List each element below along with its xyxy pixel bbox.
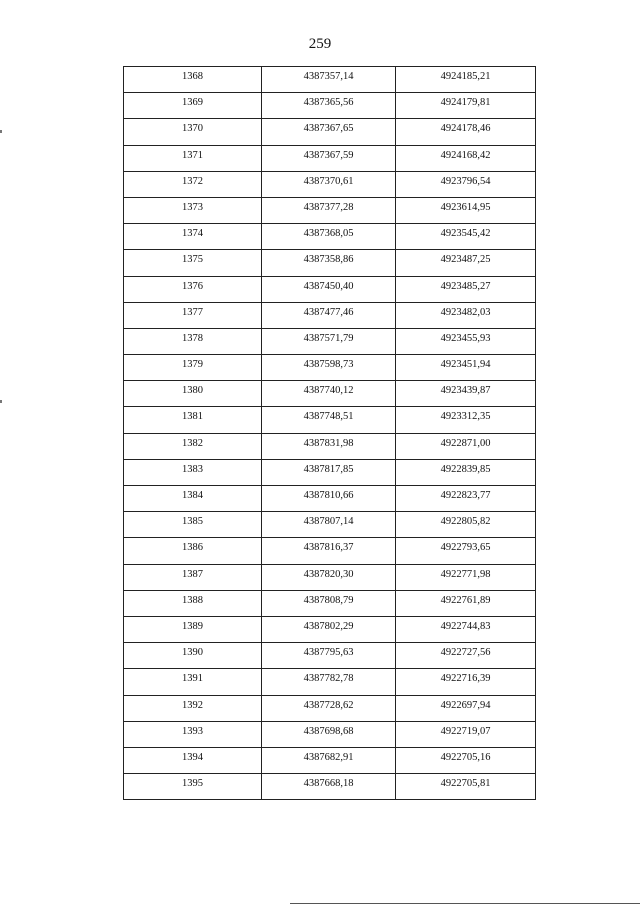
point-number-cell: 1373 <box>124 197 262 223</box>
x-coordinate-cell: 4387740,12 <box>262 381 396 407</box>
table-row <box>124 564 536 590</box>
x-coordinate-cell: 4387728,62 <box>262 695 396 721</box>
y-coordinate-cell: 4922839,85 <box>396 459 536 485</box>
table-row <box>124 486 536 512</box>
table-row <box>124 197 536 223</box>
y-coordinate-cell: 4924185,21 <box>396 67 536 93</box>
y-coordinate-cell: 4922716,39 <box>396 669 536 695</box>
x-coordinate-cell: 4387817,85 <box>262 459 396 485</box>
point-number-cell: 1390 <box>124 643 262 669</box>
point-number-cell: 1395 <box>124 774 262 800</box>
table-row <box>124 250 536 276</box>
table-row <box>124 695 536 721</box>
y-coordinate-cell: 4922871,00 <box>396 433 536 459</box>
point-number-cell: 1382 <box>124 433 262 459</box>
x-coordinate-cell: 4387477,46 <box>262 302 396 328</box>
table-row <box>124 747 536 773</box>
y-coordinate-cell: 4922771,98 <box>396 564 536 590</box>
y-coordinate-cell: 4923482,03 <box>396 302 536 328</box>
point-number-cell: 1381 <box>124 407 262 433</box>
point-number-cell: 1393 <box>124 721 262 747</box>
x-coordinate-cell: 4387370,61 <box>262 171 396 197</box>
y-coordinate-cell: 4922744,83 <box>396 616 536 642</box>
point-number-cell: 1368 <box>124 67 262 93</box>
x-coordinate-cell: 4387365,56 <box>262 93 396 119</box>
point-number-cell: 1369 <box>124 93 262 119</box>
scan-edge-mark <box>0 400 2 403</box>
y-coordinate-cell: 4923439,87 <box>396 381 536 407</box>
table-row <box>124 171 536 197</box>
x-coordinate-cell: 4387831,98 <box>262 433 396 459</box>
table-row <box>124 774 536 800</box>
y-coordinate-cell: 4922793,65 <box>396 538 536 564</box>
table-row <box>124 669 536 695</box>
y-coordinate-cell: 4923487,25 <box>396 250 536 276</box>
table-row <box>124 616 536 642</box>
y-coordinate-cell: 4923796,54 <box>396 171 536 197</box>
table-row <box>124 93 536 119</box>
x-coordinate-cell: 4387450,40 <box>262 276 396 302</box>
table-row <box>124 643 536 669</box>
page-number: 259 <box>308 36 332 52</box>
point-number-cell: 1383 <box>124 459 262 485</box>
y-coordinate-cell: 4922705,16 <box>396 747 536 773</box>
x-coordinate-cell: 4387367,59 <box>262 145 396 171</box>
x-coordinate-cell: 4387571,79 <box>262 328 396 354</box>
point-number-cell: 1378 <box>124 328 262 354</box>
table-row <box>124 590 536 616</box>
x-coordinate-cell: 4387368,05 <box>262 224 396 250</box>
x-coordinate-cell: 4387357,14 <box>262 67 396 93</box>
table-row <box>124 67 536 93</box>
table-row <box>124 145 536 171</box>
point-number-cell: 1387 <box>124 564 262 590</box>
table-row <box>124 302 536 328</box>
y-coordinate-cell: 4924179,81 <box>396 93 536 119</box>
point-number-cell: 1371 <box>124 145 262 171</box>
point-number-cell: 1370 <box>124 119 262 145</box>
x-coordinate-cell: 4387598,73 <box>262 355 396 381</box>
point-number-cell: 1385 <box>124 512 262 538</box>
x-coordinate-cell: 4387795,63 <box>262 643 396 669</box>
table-row <box>124 119 536 145</box>
table-row <box>124 459 536 485</box>
y-coordinate-cell: 4922761,89 <box>396 590 536 616</box>
x-coordinate-cell: 4387802,29 <box>262 616 396 642</box>
point-number-cell: 1384 <box>124 486 262 512</box>
table-row <box>124 512 536 538</box>
y-coordinate-cell: 4922719,07 <box>396 721 536 747</box>
point-number-cell: 1386 <box>124 538 262 564</box>
x-coordinate-cell: 4387682,91 <box>262 747 396 773</box>
x-coordinate-cell: 4387358,86 <box>262 250 396 276</box>
x-coordinate-cell: 4387810,66 <box>262 486 396 512</box>
x-coordinate-cell: 4387698,68 <box>262 721 396 747</box>
y-coordinate-cell: 4923451,94 <box>396 355 536 381</box>
table-row <box>124 407 536 433</box>
y-coordinate-cell: 4922823,77 <box>396 486 536 512</box>
point-number-cell: 1389 <box>124 616 262 642</box>
coordinates-table <box>123 66 536 800</box>
x-coordinate-cell: 4387816,37 <box>262 538 396 564</box>
table-body <box>124 67 536 800</box>
point-number-cell: 1374 <box>124 224 262 250</box>
x-coordinate-cell: 4387377,28 <box>262 197 396 223</box>
y-coordinate-cell: 4924168,42 <box>396 145 536 171</box>
table-row <box>124 328 536 354</box>
x-coordinate-cell: 4387367,65 <box>262 119 396 145</box>
point-number-cell: 1391 <box>124 669 262 695</box>
x-coordinate-cell: 4387748,51 <box>262 407 396 433</box>
point-number-cell: 1377 <box>124 302 262 328</box>
table-row <box>124 721 536 747</box>
table-row <box>124 433 536 459</box>
y-coordinate-cell: 4922705,81 <box>396 774 536 800</box>
x-coordinate-cell: 4387668,18 <box>262 774 396 800</box>
table-row <box>124 224 536 250</box>
point-number-cell: 1380 <box>124 381 262 407</box>
y-coordinate-cell: 4923614,95 <box>396 197 536 223</box>
x-coordinate-cell: 4387820,30 <box>262 564 396 590</box>
y-coordinate-cell: 4922805,82 <box>396 512 536 538</box>
x-coordinate-cell: 4387782,78 <box>262 669 396 695</box>
y-coordinate-cell: 4923312,35 <box>396 407 536 433</box>
point-number-cell: 1372 <box>124 171 262 197</box>
point-number-cell: 1376 <box>124 276 262 302</box>
table-row <box>124 355 536 381</box>
scan-bottom-edge <box>290 903 640 904</box>
y-coordinate-cell: 4924178,46 <box>396 119 536 145</box>
table-row <box>124 276 536 302</box>
y-coordinate-cell: 4923485,27 <box>396 276 536 302</box>
point-number-cell: 1392 <box>124 695 262 721</box>
table-row <box>124 381 536 407</box>
point-number-cell: 1375 <box>124 250 262 276</box>
y-coordinate-cell: 4922697,94 <box>396 695 536 721</box>
y-coordinate-cell: 4922727,56 <box>396 643 536 669</box>
y-coordinate-cell: 4923545,42 <box>396 224 536 250</box>
scan-edge-mark <box>0 130 2 133</box>
x-coordinate-cell: 4387807,14 <box>262 512 396 538</box>
x-coordinate-cell: 4387808,79 <box>262 590 396 616</box>
point-number-cell: 1394 <box>124 747 262 773</box>
y-coordinate-cell: 4923455,93 <box>396 328 536 354</box>
point-number-cell: 1379 <box>124 355 262 381</box>
table-row <box>124 538 536 564</box>
point-number-cell: 1388 <box>124 590 262 616</box>
